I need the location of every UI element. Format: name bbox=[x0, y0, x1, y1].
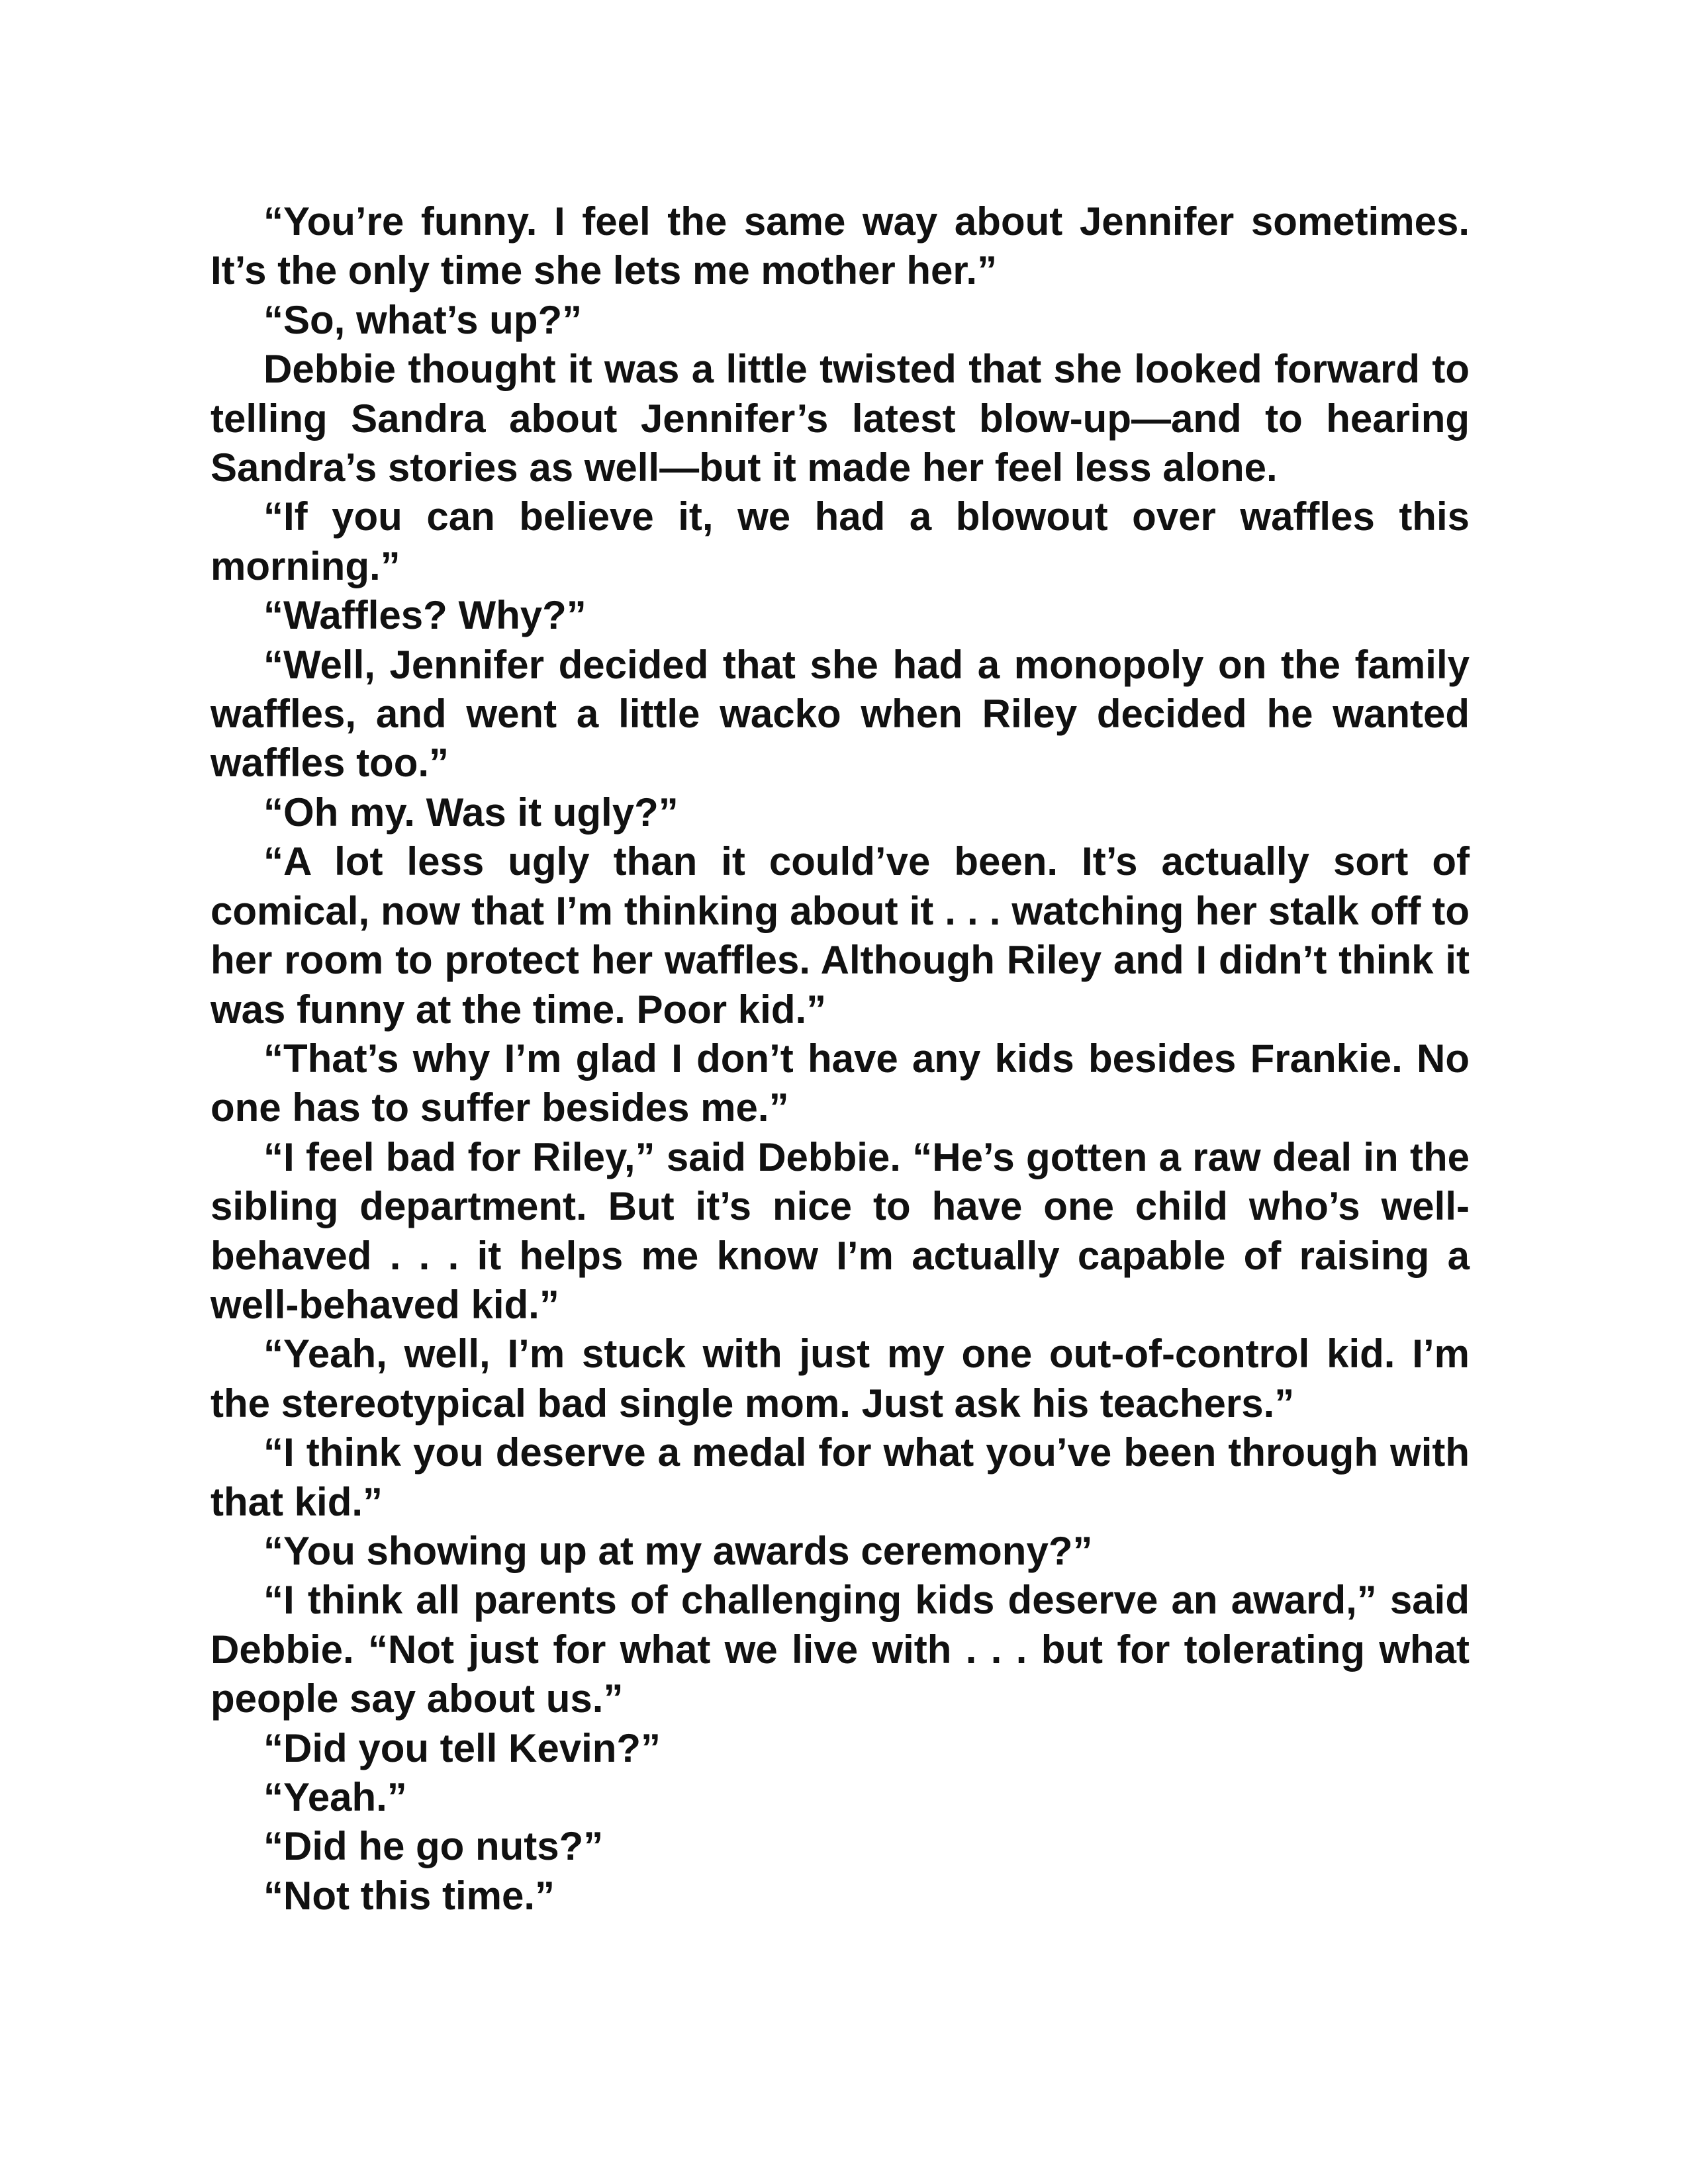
paragraph: “That’s why I’m glad I don’t have any kids besides Frankie. No one has to suffer besides me.” bbox=[211, 1036, 1470, 1130]
paragraph: “Oh my. Was it ugly?” bbox=[263, 790, 679, 835]
paragraph: Debbie thought it was a little twisted that she looked forward to telling Sandra about Jennifer’s latest blow-up—and to hearing Sandra’s stories as well—but it made her feel less alone. bbox=[211, 347, 1470, 490]
paragraph: “Yeah, well, I’m stuck with just my one out-of-control kid. I’m the stereotypical bad single mom. Just ask his teachers.” bbox=[211, 1332, 1470, 1426]
paragraph: “I think all parents of challenging kids deserve an award,” said Debbie. “Not just for what we live with . . . but for tolerating what people say about us.” bbox=[211, 1578, 1470, 1721]
paragraph: “If you can believe it, we had a blowout over waffles this morning.” bbox=[211, 494, 1470, 588]
paragraph: “So, what’s up?” bbox=[263, 297, 583, 342]
paragraph: “You showing up at my awards ceremony?” bbox=[263, 1528, 1093, 1573]
paragraph: “Did you tell Kevin?” bbox=[263, 1725, 661, 1770]
paragraph: “Did he go nuts?” bbox=[263, 1824, 604, 1869]
paragraph: “Not this time.” bbox=[263, 1873, 555, 1918]
paragraph: “I think you deserve a medal for what you’ve been through with that kid.” bbox=[211, 1430, 1470, 1524]
paragraph: “You’re funny. I feel the same way about Jennifer sometimes. It’s the only time she lets me mother her.” bbox=[211, 199, 1470, 293]
body-text bbox=[211, 197, 1470, 1921]
paragraph: “A lot less ugly than it could’ve been. It’s actually sort of comical, now that I’m thinking about it . . . watching her stalk off to her room to protect her waffles. Although Riley and I didn’t think it was funny at the time. Poor kid.” bbox=[211, 839, 1470, 1032]
paragraph: “Waffles? Why?” bbox=[263, 593, 586, 638]
paragraph: “Well, Jennifer decided that she had a monopoly on the family waffles, and went a little wacko when Riley decided he wanted waffles too.” bbox=[211, 642, 1470, 786]
paragraph: “Yeah.” bbox=[263, 1775, 407, 1819]
paragraph: “I feel bad for Riley,” said Debbie. “He’s gotten a raw deal in the sibling department. But it’s nice to have one child who’s well-behaved . . . it helps me know I’m actually capable of raising a well-behaved kid.” bbox=[211, 1134, 1470, 1327]
